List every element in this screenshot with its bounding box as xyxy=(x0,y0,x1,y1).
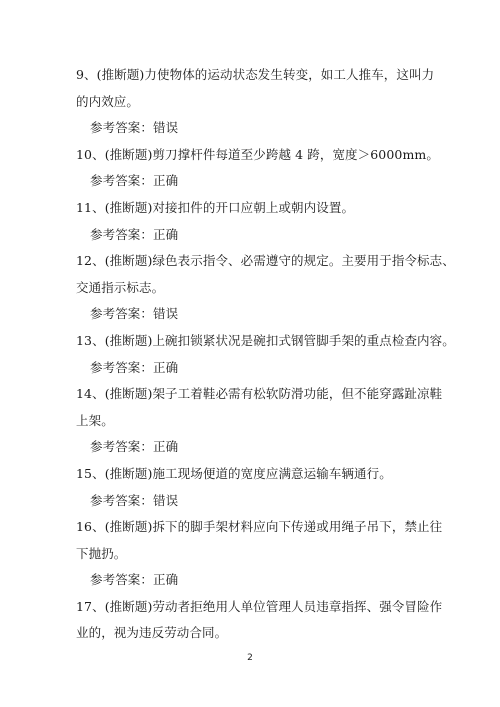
question-9-answer: 参考答案：错误 xyxy=(90,120,179,136)
question-17-line-1: 17、(推断题)劳动者拒绝用人单位管理人员违章指挥、强令冒险作 xyxy=(76,598,443,614)
question-12-line-2: 交通指示标志。 xyxy=(76,279,165,295)
question-14-answer: 参考答案：正确 xyxy=(90,439,179,455)
question-14-line-1: 14、(推断题)架子工着鞋必需有松软防滑功能，但不能穿露趾凉鞋 xyxy=(76,386,443,402)
question-10-answer: 参考答案：正确 xyxy=(90,173,179,189)
question-16-line-2: 下抛扔。 xyxy=(76,545,127,561)
question-17-line-2: 业的，视为违反劳动合同。 xyxy=(76,625,228,641)
question-13-line-1: 13、(推断题)上碗扣锁紧状况是碗扣式钢管脚手架的重点检查内容。 xyxy=(76,332,455,348)
question-list xyxy=(76,62,455,647)
question-14-line-2: 上架。 xyxy=(76,412,114,428)
page-number: 2 xyxy=(247,653,253,663)
question-9-line-1: 9、(推断题)力使物体的运动状态发生转变，如工人推车，这叫力 xyxy=(76,67,435,82)
question-16-line-1: 16、(推断题)拆下的脚手架材料应向下传递或用绳子吊下，禁止往 xyxy=(76,519,443,535)
question-9-line-2: 的内效应。 xyxy=(76,93,140,109)
question-16-answer: 参考答案：正确 xyxy=(90,572,179,588)
question-11-answer: 参考答案：正确 xyxy=(90,226,179,242)
question-12-line-1: 12、(推断题)绿色表示指令、必需遵守的规定。主要用于指令标志、 xyxy=(76,253,455,269)
question-15-answer: 参考答案：错误 xyxy=(90,492,179,508)
question-12-answer: 参考答案：错误 xyxy=(90,306,179,322)
question-15-line-1: 15、(推断题)施工现场便道的宽度应满意运输车辆通行。 xyxy=(76,465,392,481)
question-13-answer: 参考答案：正确 xyxy=(90,359,179,375)
question-10-line-1: 10、(推断题)剪刀撑杆件每道至少跨越 4 跨，宽度＞6000mm。 xyxy=(76,146,439,162)
question-11-line-1: 11、(推断题)对接扣件的开口应朝上或朝内设置。 xyxy=(76,199,355,215)
